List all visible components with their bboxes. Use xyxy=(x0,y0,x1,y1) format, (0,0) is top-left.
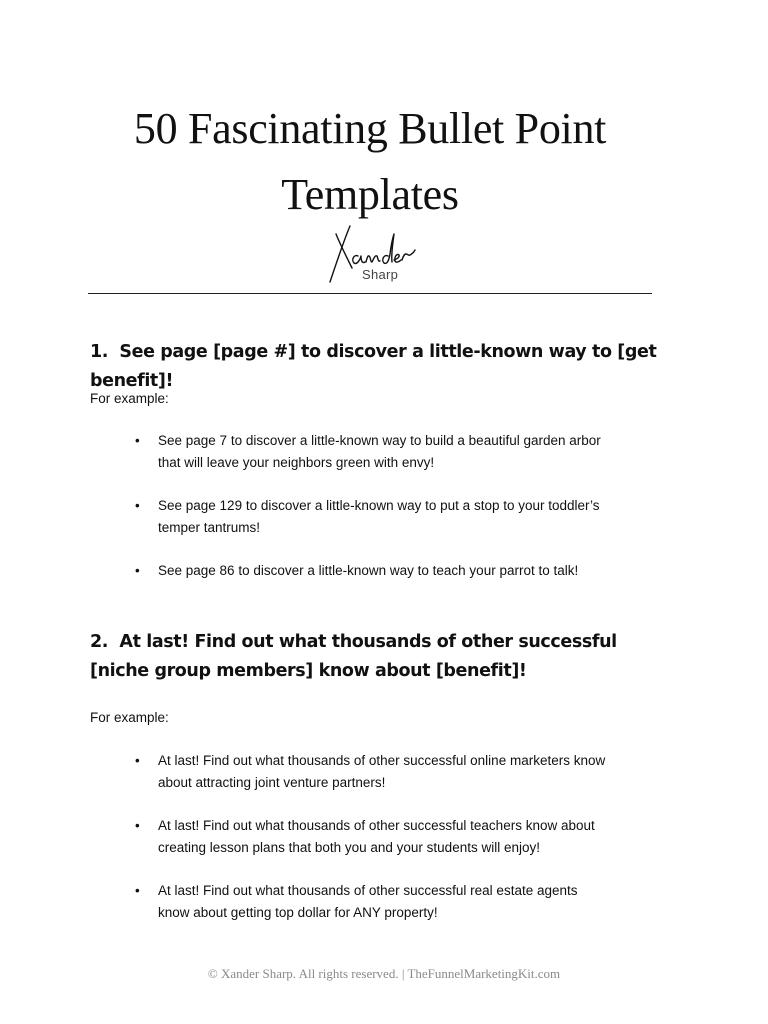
section-1-heading-text: See page [page #] to discover a little-known way to [get benefit]! xyxy=(90,342,657,391)
section-1-number: 1. xyxy=(90,342,109,362)
document-title xyxy=(70,96,670,228)
bullet-dot-icon: • xyxy=(135,818,140,833)
list-item xyxy=(90,560,610,582)
section-2-heading-text: At last! Find out what thousands of other successful [niche group members] know about [benefit]! xyxy=(90,632,617,681)
section-2-intro: For example: xyxy=(90,710,169,725)
bullet-text: See page 129 to discover a little-known way to put a stop to your toddler’s temper tantrums! xyxy=(158,498,600,535)
bullet-dot-icon: • xyxy=(135,563,140,578)
bullet-dot-icon: • xyxy=(135,498,140,513)
list-item xyxy=(90,815,610,859)
section-1-intro: For example: xyxy=(90,391,169,406)
list-item xyxy=(90,430,610,474)
list-item xyxy=(90,880,610,924)
header-divider xyxy=(88,293,652,294)
bullet-text: At last! Find out what thousands of other successful real estate agents know about getting top dollar for ANY property! xyxy=(158,883,578,920)
bullet-dot-icon: • xyxy=(135,433,140,448)
logo-wordmark: Sharp xyxy=(362,267,399,282)
section-1-bullet-list xyxy=(90,430,690,603)
page-footer: © Xander Sharp. All rights reserved. | TheFunnelMarketingKit.com xyxy=(207,966,561,981)
xander-sharp-logo xyxy=(318,220,428,288)
section-2-heading xyxy=(90,628,680,686)
section-2-bullet-list xyxy=(90,750,690,945)
title-line-1: 50 Fascinating Bullet Point xyxy=(133,104,607,153)
bullet-dot-icon: • xyxy=(135,753,140,768)
bullet-dot-icon: • xyxy=(135,883,140,898)
bullet-text: See page 7 to discover a little-known way to build a beautiful garden arbor that will leave your neighbors green with envy! xyxy=(158,433,601,470)
bullet-text: At last! Find out what thousands of other successful online marketers know about attracting joint venture partners! xyxy=(158,753,606,790)
section-2-number: 2. xyxy=(90,632,109,652)
list-item xyxy=(90,495,610,539)
bullet-text: See page 86 to discover a little-known way to teach your parrot to talk! xyxy=(158,563,579,578)
list-item xyxy=(90,750,610,794)
section-1-heading xyxy=(90,338,690,396)
bullet-text: At last! Find out what thousands of other successful teachers know about creating lesson plans that both you and your students will enjoy! xyxy=(158,818,595,855)
title-line-2: Templates xyxy=(281,170,459,219)
